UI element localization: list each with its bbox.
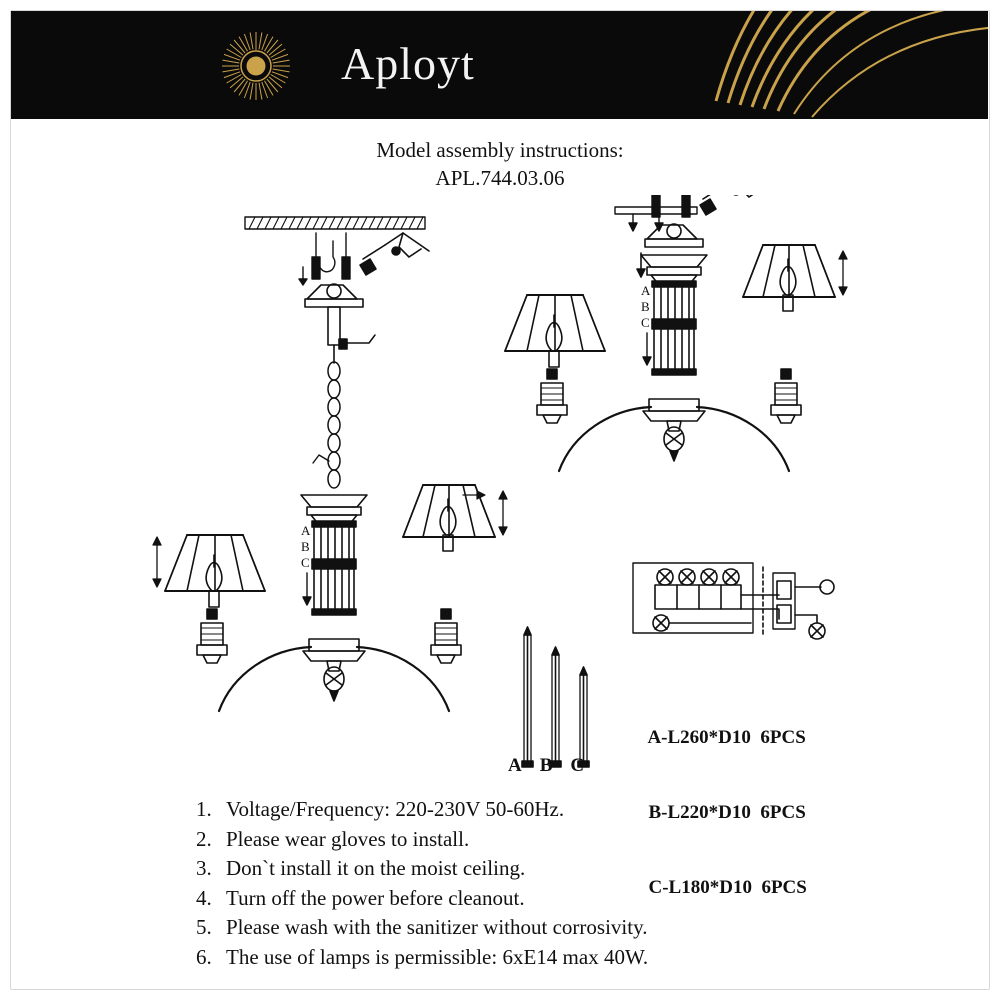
diagram-label-b: B: [301, 539, 310, 554]
note-item: [196, 884, 956, 914]
part-code: B-L220*D10: [648, 802, 751, 823]
part-qty: 6PCS: [760, 802, 806, 823]
rod-label-c: C: [570, 755, 603, 776]
note-item: [196, 795, 956, 825]
note-number: 1.: [196, 797, 212, 821]
note-text: Please wear gloves to install.: [226, 826, 470, 851]
note-text: Turn off the power before cleanout.: [226, 885, 525, 910]
svg-text:C: C: [641, 315, 650, 330]
note-item: [196, 943, 956, 973]
note-number: 3.: [196, 856, 212, 880]
diagram-label-a: A: [301, 523, 311, 538]
diagram-label-c: C: [301, 555, 310, 570]
part-code: A-L260*D10: [647, 727, 751, 748]
brand-name: Aployt: [341, 38, 475, 89]
safety-notes: [196, 795, 956, 972]
note-number: 6.: [196, 944, 212, 969]
diagram-pendant-right: [505, 195, 847, 471]
assembly-diagram: [11, 195, 988, 785]
diagram-rod-samples: [522, 627, 589, 767]
note-number: 4.: [196, 885, 212, 910]
svg-text:A: A: [641, 283, 651, 298]
model-code: APL.744.03.06: [435, 166, 565, 190]
note-text: The use of lamps is permissible: 6xE14 max 40W.: [226, 944, 649, 969]
parts-row: [620, 700, 807, 775]
radiating-rays-icon: [568, 11, 988, 119]
note-text: Don`t install it on the moist ceiling.: [226, 856, 526, 880]
part-qty: 6PCS: [761, 877, 807, 898]
diagram-pendant-left: [153, 217, 507, 711]
svg-text:B: B: [641, 299, 650, 314]
note-number: 2.: [196, 826, 212, 851]
rod-label-a: A: [508, 755, 540, 776]
part-qty: 6PCS: [760, 727, 806, 748]
part-code: C-L180*D10: [648, 877, 752, 898]
diagram-terminal-block: [633, 563, 834, 639]
note-item: [196, 913, 956, 943]
note-item: [196, 854, 956, 884]
note-text: Please wash with the sanitizer without corrosivity.: [226, 915, 648, 939]
note-item: [196, 825, 956, 855]
rod-label-b: B: [539, 755, 571, 776]
note-number: 5.: [196, 915, 212, 939]
brand-banner: [11, 11, 988, 119]
page-title: Model assembly instructions:: [376, 138, 624, 162]
rod-letter-labels: [508, 755, 602, 777]
note-text: Voltage/Frequency: 220-230V 50-60Hz.: [226, 797, 565, 821]
sunburst-logo-icon: [196, 29, 316, 103]
